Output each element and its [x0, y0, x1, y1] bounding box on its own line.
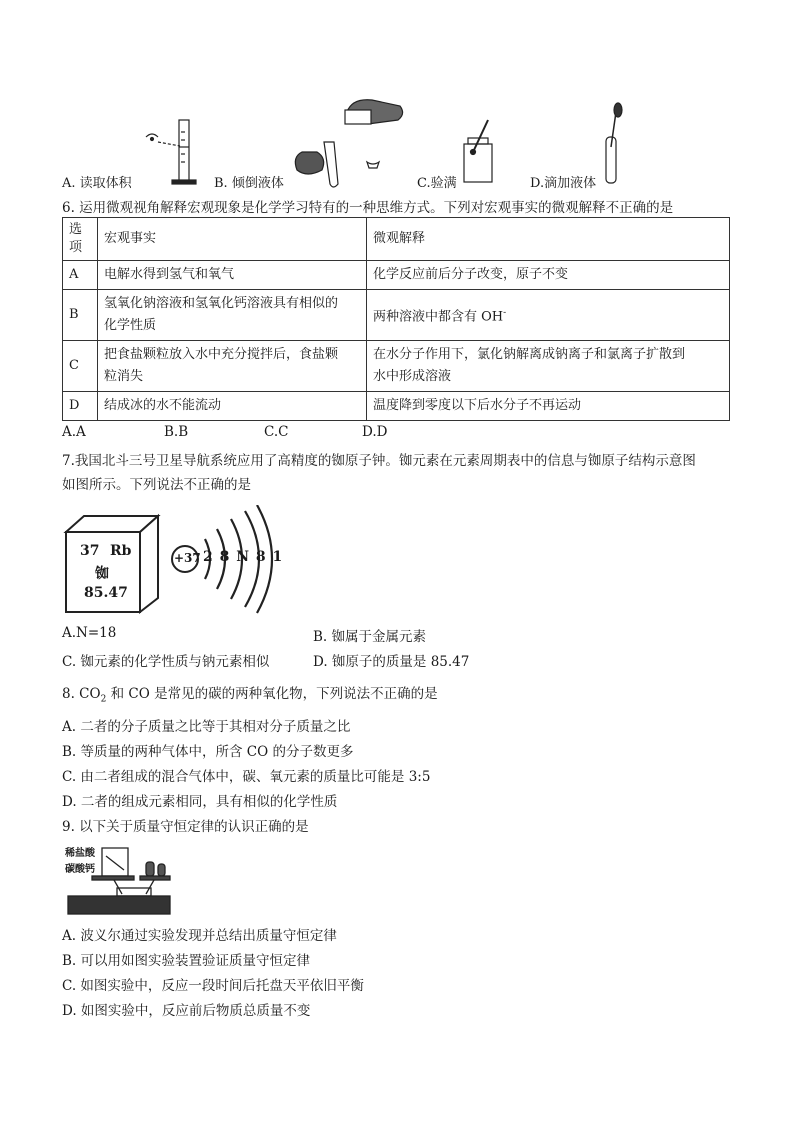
q9-option-b: B. 可以用如图实验装置验证质量守恒定律 — [62, 953, 311, 969]
table-row — [63, 392, 730, 421]
table-row — [63, 290, 730, 341]
q8-option-d: D. 二者的组成元素相同，具有相似的化学性质 — [62, 794, 338, 810]
row-option: C — [63, 341, 98, 392]
row-option: D — [63, 392, 98, 421]
q5-option-a: A. 读取体积 — [62, 176, 132, 191]
q8-stem: 8. $CO_2$ 和 CO 是常见的碳的两种氧化物，下列说法不正确的是 — [62, 686, 438, 705]
dropper-test-tube-icon — [606, 103, 622, 183]
q6-table — [62, 217, 730, 421]
row-option: B — [63, 290, 98, 341]
row-fact: 把食盐颗粒放入水中充分搅拌后，食盐颗 粒消失 — [98, 341, 367, 392]
balance-figure — [62, 838, 172, 918]
table-row — [63, 261, 730, 290]
table-header-row — [63, 218, 730, 261]
q5-option-c: C.验满 — [417, 176, 457, 191]
q9-option-a: A. 波义尔通过实验发现并总结出质量守恒定律 — [62, 928, 337, 944]
q5-figures — [62, 92, 742, 192]
table-row — [63, 341, 730, 392]
q6-answer-d: D.D — [362, 424, 388, 440]
q5-option-d: D.滴加液体 — [530, 176, 597, 191]
q9-option-d: D. 如图实验中，反应前后物质总质量不变 — [62, 1003, 311, 1019]
label-calcium-carbonate: 碳酸钙 — [65, 864, 95, 875]
header-fact: 宏观事实 — [98, 218, 367, 261]
q7-option-d: D. 铷原子的质量是 85.47 — [313, 654, 470, 670]
gas-collection-bottle-icon — [464, 120, 492, 182]
row-fact: 氢氧化钠溶液和氢氧化钙溶液具有相似的 化学性质 — [98, 290, 367, 341]
header-explanation: 微观解释 — [367, 218, 730, 261]
element-name: 铷 — [95, 566, 109, 582]
q6-answer-c: C.C — [264, 424, 289, 440]
graduated-cylinder-icon — [146, 120, 196, 184]
q9-option-c: C. 如图实验中，反应一段时间后托盘天平依旧平衡 — [62, 978, 364, 994]
q6-stem: 6. 运用微观视角解释宏观现象是化学学习特有的一种思维方式。下列对宏观事实的微观解释不正确的是 — [62, 200, 674, 216]
row-option: A — [63, 261, 98, 290]
q7-stem-line1: 7.我国北斗三号卫星导航系统应用了高精度的铷原子钟。铷元素在元素周期表中的信息与铷原子结构示意图 — [62, 453, 696, 469]
element-number: 37 — [80, 543, 100, 559]
row-fact: 电解水得到氢气和氧气 — [98, 261, 367, 290]
row-explanation: 化学反应前后分子改变，原子不变 — [367, 261, 730, 290]
q7-option-b: B. 铷属于金属元素 — [313, 629, 427, 645]
element-symbol: Rb — [110, 543, 132, 559]
row-fact: 结成冰的水不能流动 — [98, 392, 367, 421]
row-explanation: 两种溶液中都含有 OH- — [367, 290, 730, 341]
q7-option-a: A.N=18 — [62, 625, 117, 641]
atom-structure-diagram — [165, 505, 285, 615]
row-explanation: 温度降到零度以下后水分子不再运动 — [367, 392, 730, 421]
element-mass: 85.47 — [84, 585, 128, 601]
q9-stem: 9. 以下关于质量守恒定律的认识正确的是 — [62, 819, 309, 835]
shell-electrons: 2 8 N 8 1 — [203, 549, 284, 565]
nucleus-charge: +37 — [174, 551, 201, 565]
pouring-liquid-icon — [295, 100, 402, 187]
element-card — [62, 510, 182, 615]
lab-apparatus-figure — [62, 92, 742, 192]
row-explanation: 在水分子作用下，氯化钠解离成钠离子和氯离子扩散到 水中形成溶液 — [367, 341, 730, 392]
q7-option-c: C. 铷元素的化学性质与钠元素相似 — [62, 654, 270, 670]
header-option: 选 项 — [63, 218, 98, 261]
q8-option-c: C. 由二者组成的混合气体中，碳、氧元素的质量比可能是 3:5 — [62, 769, 431, 785]
q6-answer-a: A.A — [62, 424, 86, 440]
q7-stem-line2: 如图所示。下列说法不正确的是 — [62, 477, 251, 493]
q8-option-b: B. 等质量的两种气体中，所含 CO 的分子数更多 — [62, 744, 354, 760]
q6-answer-b: B.B — [164, 424, 189, 440]
q5-option-b: B. 倾倒液体 — [214, 176, 284, 191]
label-hydrochloric-acid: 稀盐酸 — [65, 848, 95, 859]
q8-option-a: A. 二者的分子质量之比等于其相对分子质量之比 — [62, 719, 351, 735]
